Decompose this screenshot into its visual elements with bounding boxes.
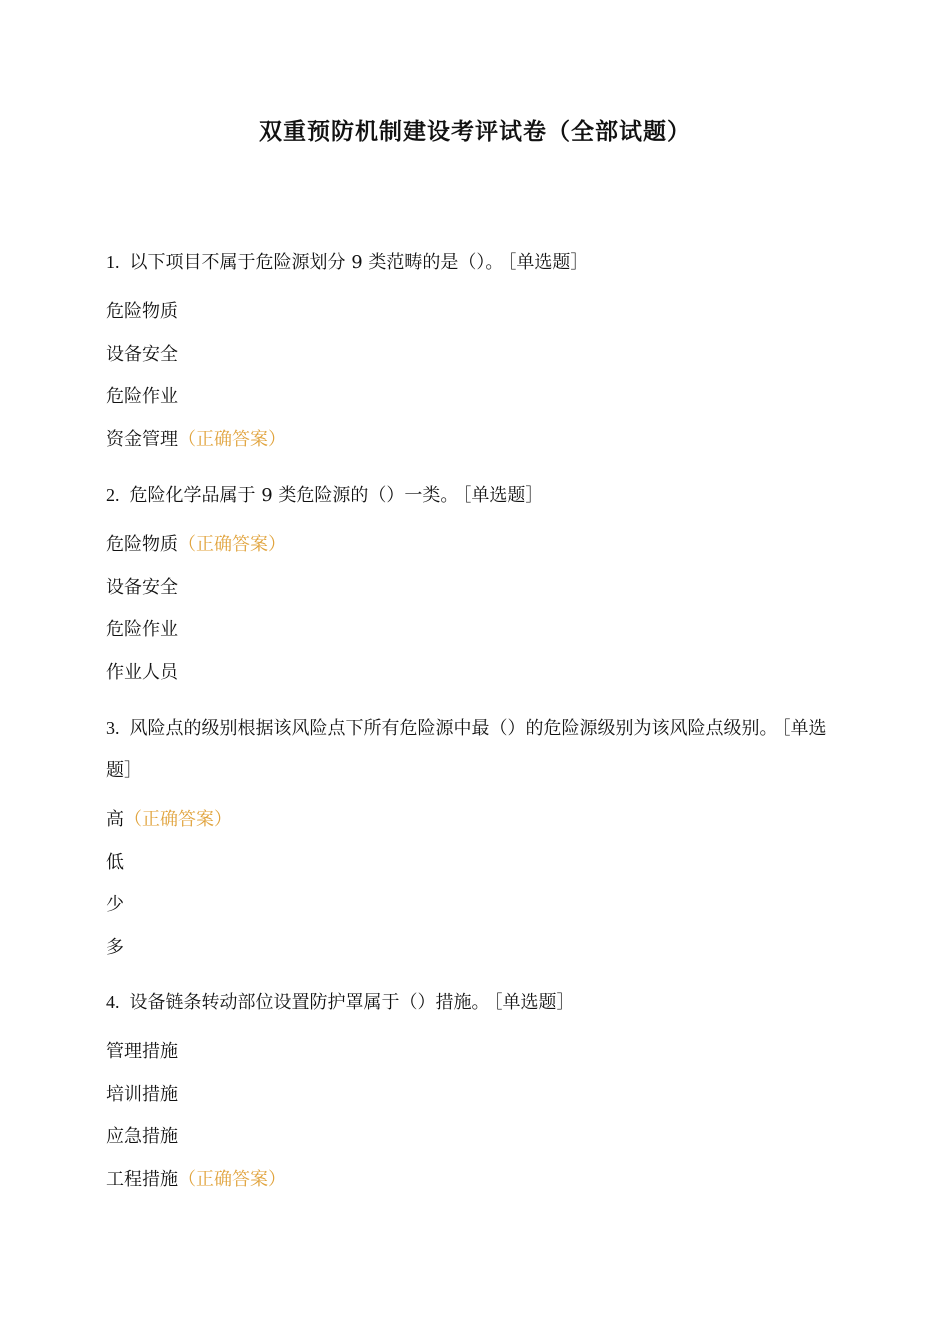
question-text: 危险化学品属于 9 类危险源的（）一类。 [129, 485, 459, 506]
option-label: 低 [106, 851, 124, 873]
option-label: 设备安全 [106, 343, 178, 365]
option-item [106, 376, 830, 419]
question-stem [106, 707, 830, 792]
question-text: 风险点的级别根据该风险点下所有危险源中最（）的危险源级别为该风险点级别。 [129, 718, 778, 739]
option-item [106, 884, 830, 927]
option-item [106, 291, 830, 334]
correct-answer-mark: （正确答案） [178, 1168, 286, 1190]
option-label: 危险物质 [106, 301, 178, 322]
option-list [106, 1031, 830, 1201]
option-label: 危险作业 [106, 386, 178, 407]
option-item [106, 334, 830, 377]
option-item [106, 842, 830, 885]
option-item [106, 1159, 830, 1202]
question-type: ［单选题］ [493, 992, 575, 1013]
option-item [106, 524, 830, 567]
option-label: 多 [106, 936, 124, 958]
option-label: 危险作业 [106, 619, 178, 640]
option-item [106, 419, 830, 462]
question-4 [106, 981, 830, 1201]
document-title: 双重预防机制建设考评试卷（全部试题） [259, 119, 691, 145]
correct-answer-mark: （正确答案） [124, 809, 232, 830]
option-item [106, 609, 830, 652]
question-number: 2. [106, 485, 120, 505]
question-type: ［单选题］ [462, 485, 544, 506]
option-label: 管理措施 [106, 1041, 178, 1062]
option-label: 设备安全 [106, 576, 178, 598]
question-text: 以下项目不属于危险源划分 9 类范畴的是（）。 [129, 252, 504, 273]
question-stem [106, 981, 830, 1024]
correct-answer-mark: （正确答案） [178, 534, 286, 555]
question-type: ［单选题］ [106, 718, 827, 781]
option-item [106, 1116, 830, 1159]
question-stem [106, 474, 830, 517]
option-item [106, 927, 830, 970]
option-list [106, 291, 830, 461]
option-item [106, 652, 830, 695]
question-3 [106, 707, 830, 969]
option-label: 工程措施 [106, 1168, 178, 1190]
option-item [106, 1031, 830, 1074]
option-label: 高 [106, 809, 124, 830]
question-2 [106, 474, 830, 694]
option-label: 作业人员 [106, 661, 178, 683]
question-number: 3. [106, 718, 120, 738]
question-number: 4. [106, 992, 120, 1012]
option-label: 少 [106, 894, 124, 915]
option-list [106, 799, 830, 969]
option-label: 培训措施 [106, 1083, 178, 1105]
option-label: 资金管理 [106, 428, 178, 450]
option-item [106, 799, 830, 842]
question-number: 1. [106, 252, 120, 272]
question-type: ［单选题］ [507, 252, 589, 273]
option-label: 应急措施 [106, 1126, 178, 1147]
option-item [106, 567, 830, 610]
question-text: 设备链条转动部位设置防护罩属于（）措施。 [129, 992, 490, 1013]
question-1 [106, 241, 830, 461]
option-list [106, 524, 830, 694]
option-item [106, 1074, 830, 1117]
question-stem [106, 241, 830, 284]
option-label: 危险物质 [106, 534, 178, 555]
correct-answer-mark: （正确答案） [178, 428, 286, 450]
